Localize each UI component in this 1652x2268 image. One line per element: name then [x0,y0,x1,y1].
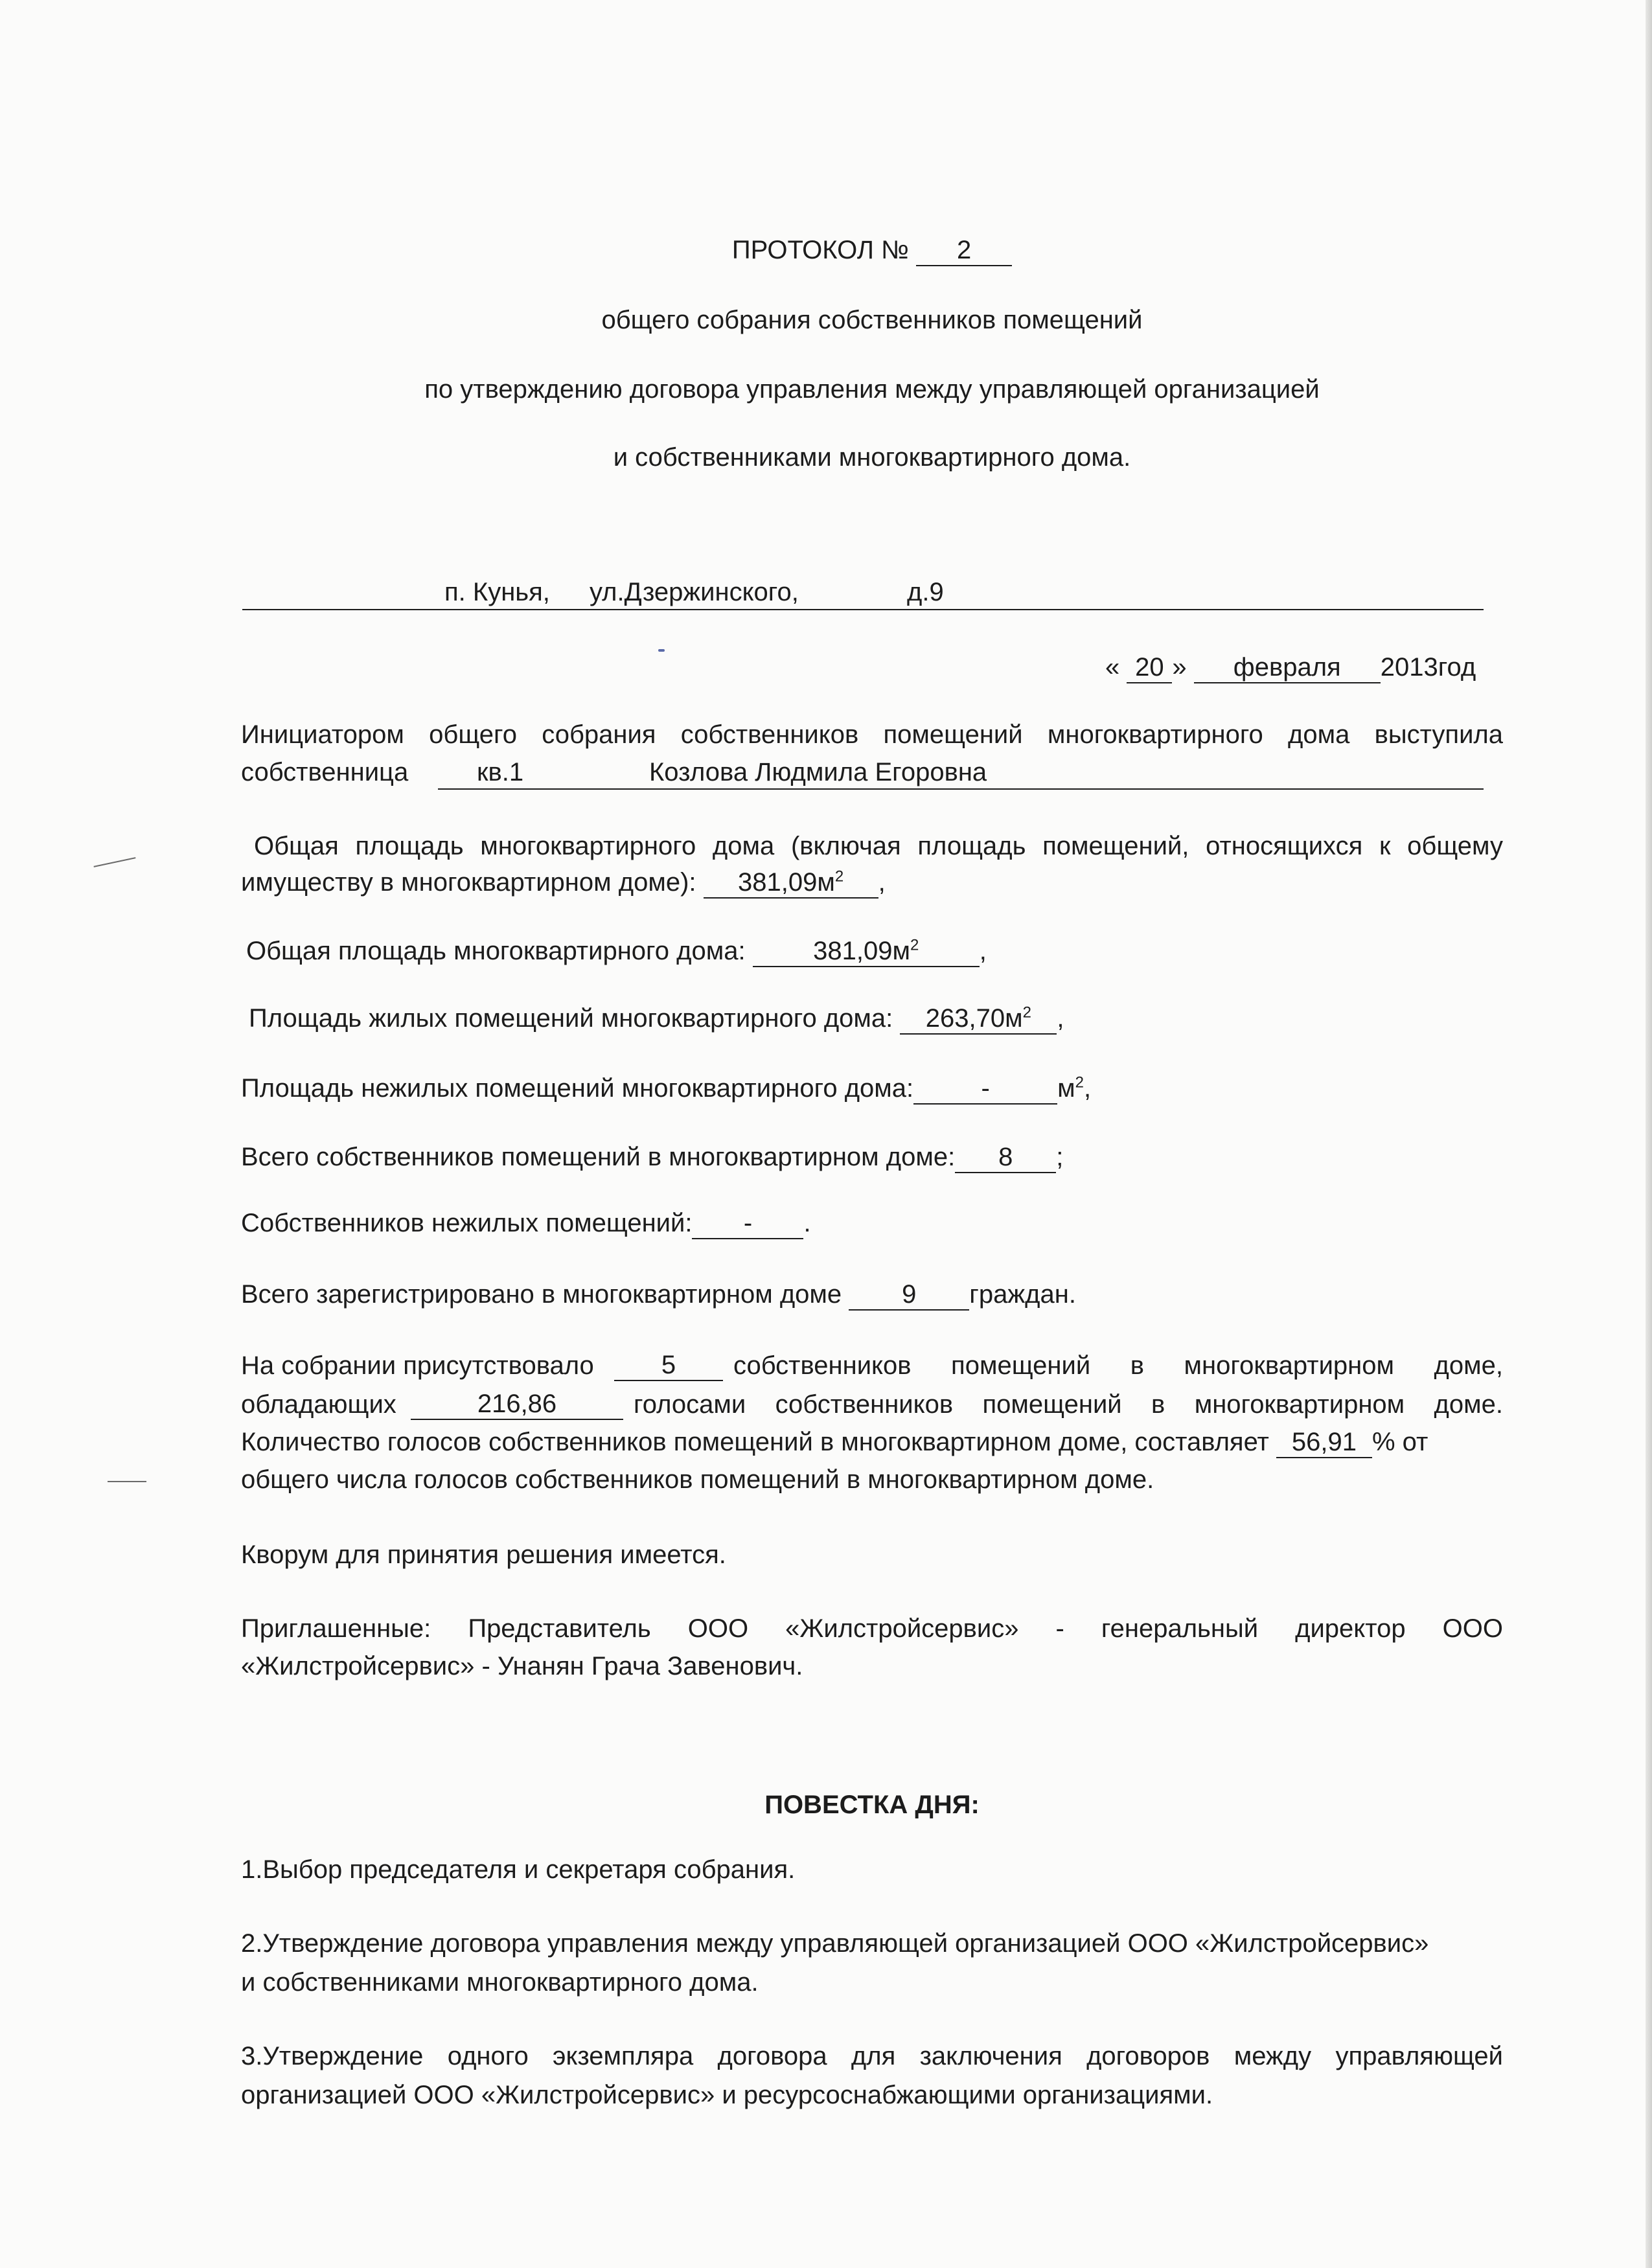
agenda-item-3-line-1: 3.Утверждение одного экземпляра договора для заключения договоров между управляющей [241,2042,1503,2070]
agenda-item-3-line-2: организацией ООО «Жилстройсервис» и ресурсоснабжающими организациями. [241,2081,1213,2109]
registered-row: Всего зарегистрировано в многоквартирном доме 9 граждан. [241,1279,1503,1311]
votes-value: 216,86 [411,1389,623,1420]
common-area-row: имуществу в многоквартирном доме): $381,09м^2$ , [241,867,1503,899]
invited-line-2: «Жилстройсервис» - Унанян Грача Завенович. [241,1652,803,1680]
protocol-number: 2 [916,235,1012,266]
agenda-heading: ПОВЕСТКА ДНЯ: [764,1791,980,1819]
total-area-row: Общая площадь многоквартирного дома: $381,09м^2$ , [246,935,1508,967]
document-page: ПРОТОКОЛ № 2 общего собрания собственников помещений по утверждению договора управления между управляющей организацией и собственниками многоквартирного дома. п. Кунья, ул.Дзержинского, д.9 « 20 » февраля 2013год Инициатором общего собрания собственников помещений многоквартирного дома выступила собственница кв.1 Козлова Людмила Егоровна Общая площадь многоквартирного дома (включая площадь помещений, относящихся к общему имуществу в многоквартирном доме): $381,09м^2$ , Общая площадь многоквартирного дома: $381,09м^2$ , Площадь жилых помещений многоквартирного дома: $263,70м^2$ , Площадь нежилых помещений многоквартирного дома: - $м^2$, Всего собственников помещений в многоквартирном доме: 8 ; Собственников нежилых помещений: - . Всего зарегистрировано в многоквартирном доме 9 граждан. На собрании присутствовало 5 собственников помещений в многоквартирном доме, обладающих 216,86 голосами собственников помещений в многоквартирном доме. Количество голосов собственников помещений в многоквартирном доме, составляет 56,91 % от общего числа голосов собственников помещений в многоквартирном доме. Кворум для принятия решения имеется. Приглашенные: Представитель ООО «Жилстройсервис» - генеральный директор ООО «Жилстройсервис» - Унанян Грача Завенович. ПОВЕСТКА ДНЯ: 1.Выбор председателя и секретаря собрания. 2.Утверждение договора управления между управляющей организацией ООО «Жилстройсервис» и собственниками многоквартирного дома. 3.Утверждение одного экземпляра договора для заключения договоров между управляющей организацией ООО «Жилстройсервис» и ресурсоснабжающими организациями. [0,0,1652,2268]
title-line-2: по утверждению договора управления между управляющей организацией [424,375,1320,404]
owners-nonresidential-value: - [692,1208,803,1239]
date-month: февраля [1194,652,1381,683]
address-house: д.9 [907,578,944,606]
address-underline [242,609,1484,610]
address-street: ул.Дзержинского, [590,578,799,606]
votes-percent: 56,91 [1276,1427,1372,1458]
common-area-value: $381,09м^2$ [704,867,878,899]
meeting-date: « 20 » февраля 2013год [1105,652,1520,683]
protocol-label: ПРОТОКОЛ № [731,236,910,264]
residential-area-row: Площадь жилых помещений многоквартирного дома: $263,70м^2$ , [249,1003,1511,1035]
common-area-label-1: Общая площадь многоквартирного дома (включая площадь помещений, относящихся к общему [254,832,1503,860]
owners-total-value: 8 [955,1142,1056,1173]
protocol-title [241,235,1503,266]
present-count: 5 [614,1350,723,1381]
scan-mark [94,857,136,867]
initiator-role: собственница [241,758,409,786]
nonresidential-area-row: Площадь нежилых помещений многоквартирного дома: - $м^2$, [241,1073,1503,1105]
title-line-1: общего собрания собственников помещений [601,306,1143,334]
agenda-item-2-line-1: 2.Утверждение договора управления между управляющей организацией ООО «Жилстройсервис» [241,1929,1429,1958]
attendance-line-3: Количество голосов собственников помещений в многоквартирном доме, составляет 56,91 % от [241,1426,1503,1458]
scan-mark [108,1481,146,1482]
initiator-text: Инициатором общего собрания собственников помещений многоквартирного дома выступила [241,720,1503,749]
owners-nonresidential-row: Собственников нежилых помещений: - . [241,1208,1503,1239]
invited-line-1: Приглашенные: Представитель ООО «Жилстройсервис» - генеральный директор ООО [241,1614,1503,1643]
initiator-apartment: кв.1 [477,758,524,786]
date-day: 20 [1127,652,1172,683]
attendance-line-4: общего числа голосов собственников помещений в многоквартирном доме. [241,1465,1154,1494]
registered-value: 9 [849,1279,969,1311]
agenda-item-2-line-2: и собственниками многоквартирного дома. [241,1968,759,1997]
quorum-text: Кворум для принятия решения имеется. [241,1541,726,1569]
agenda-item-1: 1.Выбор председателя и секретаря собрания. [241,1855,796,1884]
total-area-value: $381,09м^2$ [753,936,980,967]
date-year: 2013год [1380,653,1476,682]
initiator-underline [438,788,1484,790]
residential-area-value: $263,70м^2$ [900,1003,1057,1035]
nonresidential-area-value: - [913,1073,1057,1105]
scan-page-edge [1646,0,1652,2268]
initiator-name: Козлова Людмила Егоровна [649,758,987,786]
title-line-3: и собственниками многоквартирного дома. [613,443,1131,472]
scan-speck [658,649,665,652]
owners-total-row: Всего собственников помещений в многоквартирном доме: 8 ; [241,1141,1503,1173]
address-settlement: п. Кунья, [444,578,550,606]
